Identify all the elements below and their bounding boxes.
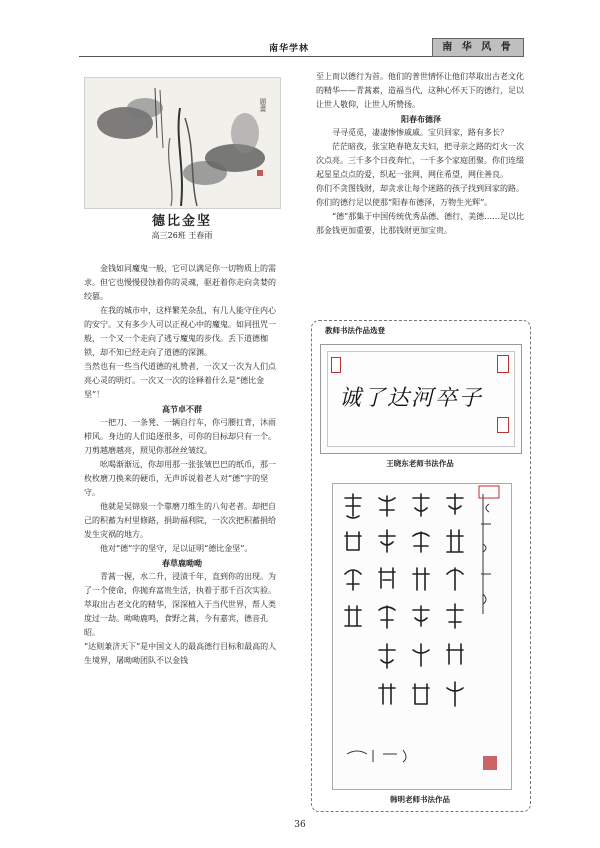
- calligraphy-work-1-caption: 王晓东老师书法作品: [386, 459, 454, 468]
- body-paragraph: 在我的城市中，这样繁芜杂乱，有几人能守住内心的安宁。又有多少人可以正视心中的魔鬼。如同扭咒一般，一个又一个走向了逃亏魔鬼的步伐。丢下道德枷锁，却不知已经走向了道德的深渊。: [84, 306, 276, 357]
- body-paragraph: 他对“德”字的坚守，足以证明“德比金坚”。: [100, 544, 253, 553]
- body-paragraph: 寻寻觅觅，凄凄惨惨戚戚。宝贝回家，路有多长？: [332, 128, 508, 137]
- seal-icon: [331, 357, 341, 373]
- seal-script-calligraphy-icon: [333, 484, 511, 789]
- calligraphy-work-1: [320, 344, 522, 454]
- section-heading: 阳春布德泽: [401, 114, 441, 124]
- seal-icon: [497, 417, 509, 433]
- left-column: [84, 262, 280, 668]
- seal-icon: [497, 355, 509, 373]
- body-paragraph: 他就是吴锦泉一个靠磨刀维生的八旬老者。却把自己的积蓄为村里修路，捐助福利院，一次次把积蓄捐给发生灾祸的地方。: [84, 502, 276, 539]
- section-name: 南 华 风 骨: [442, 42, 514, 53]
- ink-painting-icon: [85, 78, 280, 208]
- ink-painting-image: [84, 77, 281, 209]
- body-paragraph: 金钱如同魔鬼一般，它可以满足你一切物质上的需求。但它也慢慢侵蚀着你的灵魂，驱赶着你走向贪婪的绞篡。: [84, 264, 276, 301]
- showcase-title: 教师书法作品选登: [325, 326, 385, 335]
- body-paragraph: 茫茫暗夜，张宝艳春艳友夫妇，把寻亲之路的灯火一次次点亮。三千多个日夜奔忙，一千多个家庭团聚。你们连缀起星星点点的爱，织起一张网，网住希望，网住善良。: [316, 142, 524, 179]
- body-paragraph: 当然也有一些当代道德的礼赞者，一次又一次为人们点亮心灵的明灯。一次又一次的诠释着什么是“德比金坚”！: [84, 362, 276, 399]
- body-paragraph: 你们不贪图钱财，却贪求让每个迷路的孩子找到回家的路。: [316, 184, 524, 193]
- body-paragraph: 吆喝渐渐远，你却用那一张张皱巴巴的纸币，那一枚枚磨刀换来的硬币，无声诉说着老人对“德”字的坚守。: [84, 460, 276, 497]
- calligraphy-work-2-caption: 韩明老师书法作品: [390, 795, 450, 804]
- page-number: 36: [294, 820, 306, 830]
- section-heading: 高节卓不群: [162, 404, 202, 414]
- section-heading: 春草鹿呦呦: [162, 558, 202, 568]
- journal-name: 南华学林: [269, 44, 310, 54]
- calligraphy-work-1-text: 诚了达河卒子: [339, 386, 484, 411]
- body-paragraph: 至上而以德行为首。他们的普世情怀让他们萃取出古老文化的精华——青蒿素，造福当代，这种心怀天下的德行，足以让世人敬仰，让世人所赞扬。: [316, 72, 524, 109]
- page-header: [79, 38, 524, 56]
- body-paragraph: “达则兼济天下”是中国文人的最高德行目标和最高的人生境界，屠呦呦团队不以金钱: [84, 642, 277, 665]
- article-title: 德比金坚: [151, 214, 212, 229]
- body-paragraph: 一把刀、一条凳、一辆自行车，你弓腰扛背，沐雨栉风。身边的人们追逐很多，可你的目标却只有一个。刀剪越磨越亮，照见你那丝丝皱纹。: [84, 418, 276, 455]
- body-paragraph: 你们的德行足以使那“阳春布德泽，万物生光辉”。: [316, 198, 493, 207]
- body-paragraph: “德”那集于中国传统优秀品德、德行、美德……足以比那金钱更加重要，比那钱财更加宝贵。: [316, 212, 525, 235]
- article-author: 高三26班 王春雨: [151, 231, 213, 240]
- body-paragraph: 青蒿一握，水二升，浸渍千年，直到你的出现。为了一个使命，你抛弃富贵生活，执着于那千百次实验。萃取出古老文化的精华，深深植入于当代世界，帮人类度过一劫。呦呦鹿鸣，食野之蒿，今有嘉宾，德音孔昭。: [84, 572, 276, 637]
- svg-text:題畫: 題畫: [259, 98, 267, 112]
- right-column: [316, 70, 526, 238]
- header-section-tab: [432, 38, 524, 57]
- calligraphy-work-2: [332, 483, 512, 790]
- header-journal-bar: [79, 38, 459, 57]
